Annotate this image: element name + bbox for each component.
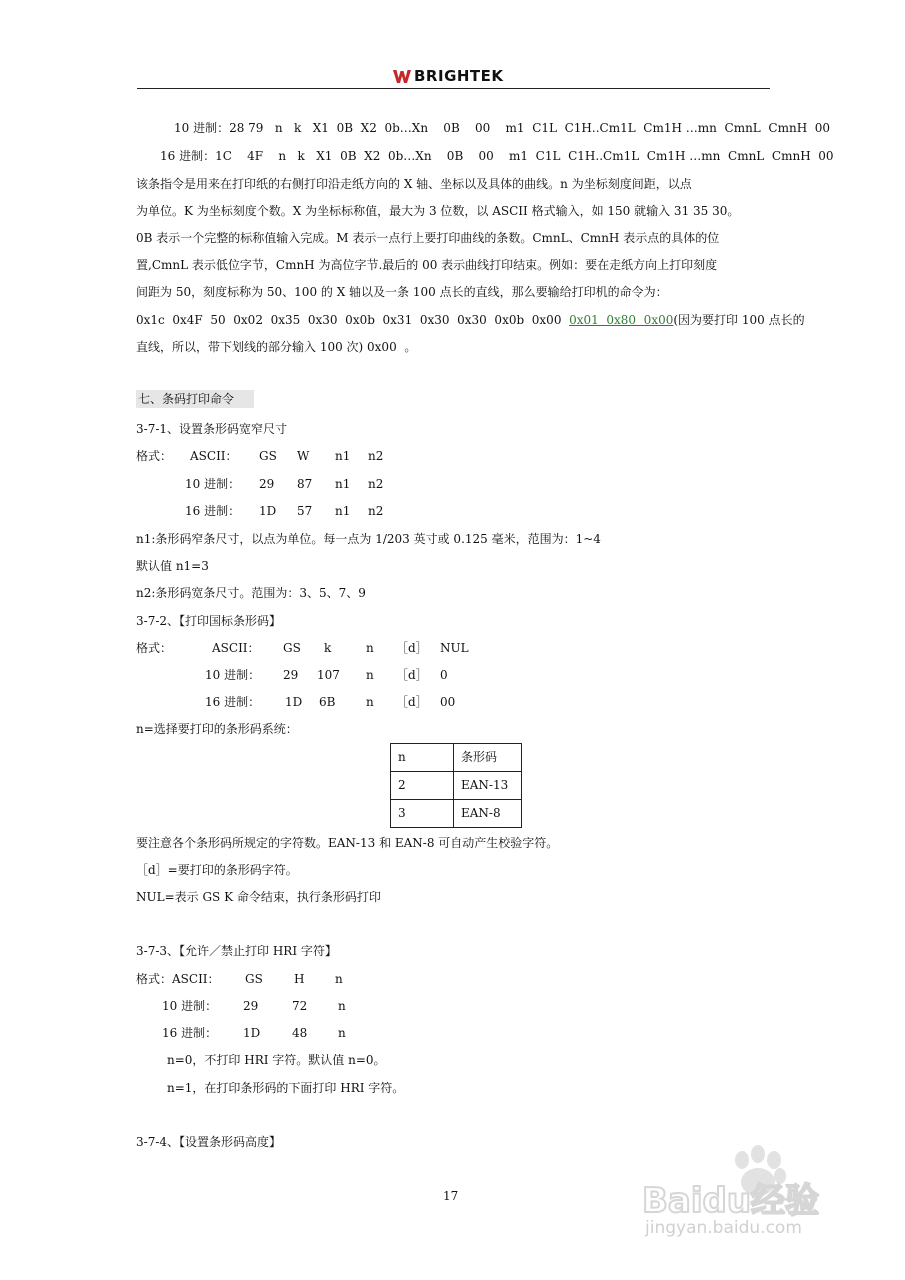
header-divider [137,88,770,89]
format-cell: k [324,641,332,655]
table-cell: EAN-13 [454,772,522,800]
hri-option-1: n=1，在打印条形码的下面打印 HRI 字符。 [167,1081,405,1095]
brand-logo [392,66,504,86]
format-cell: n1 [335,504,351,518]
format-cell: 0 [440,668,448,682]
format-cell: 1D [259,504,277,518]
table-row [391,800,522,828]
format-cell: n2 [368,477,384,491]
format-cell: 87 [297,477,313,491]
format-cell: GS [283,641,301,655]
barcode-note: NUL=表示 GS K 命令结束，执行条形码打印 [136,890,381,904]
table-cell: 3 [391,800,454,828]
example-line-2: 直线，所以，带下划线的部分输入 100 次) 0x00 。 [136,340,417,354]
format-cell: n2 [368,449,384,463]
format-cell: n [366,641,374,655]
n-description: n=选择要打印的条形码系统： [136,722,298,736]
format-cell: 10 进制： [205,668,261,682]
format-cell: ［d］ [396,641,428,655]
subsection-title-3-7-4: 3-7-4、【设置条形码高度】 [136,1135,282,1149]
format-cell: n2 [368,504,384,518]
table-cell: 2 [391,772,454,800]
format-cell: n [338,999,346,1013]
format-cell: 57 [297,504,313,518]
intro-paragraph-line: 间距为 50，刻度标称为 50、100 的 X 轴以及一条 100 点长的直线，那么要输给打印机的命令为： [136,285,668,299]
watermark-url: jingyan.baidu.com [645,1218,802,1238]
barcode-system-table [390,743,522,828]
format-cell: ［d］ [396,668,428,682]
example-pre: 0x1c 0x4F 50 0x02 0x35 0x30 0x0b 0x31 0x30 0x30 0x0b 0x00 [136,313,570,327]
watermark-brand: Baidu经验 [642,1181,820,1221]
intro-paragraph-line: 该条指令是用来在打印纸的右侧打印沿走纸方向的 X 轴、坐标以及具体的曲线。n 为坐标刻度间距，以点 [136,177,692,191]
format-cell: 6B [319,695,336,709]
table-cell: EAN-8 [454,800,522,828]
format-cell: 1D [285,695,303,709]
format-cell: 29 [243,999,259,1013]
format-cell: 16 进制： [205,695,261,709]
n1-description: n1:条形码窄条尺寸，以点为单位。每一点为 1/203 英寸或 0.125 毫米，范围为：1~4 [136,532,601,546]
hri-option-0: n=0，不打印 HRI 字符。默认值 n=0。 [167,1053,386,1067]
barcode-note: ［d］=要打印的条形码字符。 [136,863,298,877]
format-label: 格式： [136,641,173,655]
format-cell: n [335,972,343,986]
format-cell: 16 进制： [185,504,241,518]
n1-default: 默认值 n1=3 [136,559,209,573]
brand-name: BRIGHTEK [414,67,504,85]
section-heading: 七、条码打印命令 [136,390,254,408]
format-cell: GS [245,972,263,986]
table-cell: 条形码 [454,744,522,772]
table-cell: n [391,744,454,772]
format-cell: H [294,972,305,986]
intro-paragraph-line: 置,CmnL 表示低位字节，CmnH 为高位字节.最后的 00 表示曲线打印结束。例如：要在走纸方向上打印刻度 [136,258,718,272]
format-cell: n1 [335,477,351,491]
subsection-title-3-7-2: 3-7-2、【打印国标条形码】 [136,614,282,628]
format-cell: n [366,695,374,709]
intro-hex-line: 16 进制：1C 4F n k X1 0B X2 0b…Xn 0B 00 m1 C1L C1H..Cm1L Cm1H …mn CmnL CmnH 00 [160,149,834,163]
page-number: 17 [443,1189,459,1203]
example-command [136,312,805,328]
format-cell: W [297,449,310,463]
example-post: (因为要打印 100 点长的 [673,313,805,327]
format-cell: ［d］ [396,695,428,709]
format-cell: 10 进制： [162,999,218,1013]
format-cell: ASCII： [212,641,260,655]
format-cell: n1 [335,449,351,463]
format-cell: 16 进制： [162,1026,218,1040]
format-cell: 107 [317,668,340,682]
n2-description: n2:条形码宽条尺寸。范围为：3、5、7、9 [136,586,366,600]
format-cell: GS [259,449,277,463]
format-cell: 1D [243,1026,261,1040]
intro-decimal-line: 10 进制：28 79 n k X1 0B X2 0b…Xn 0B 00 m1 C1L C1H..Cm1L Cm1H …mn CmnL CmnH 00 [174,121,831,135]
table-row [391,772,522,800]
barcode-note: 要注意各个条形码所规定的字符数。EAN-13 和 EAN-8 可自动产生校验字符。 [136,836,559,850]
format-cell: 00 [440,695,456,709]
subsection-title-3-7-3: 3-7-3、【允许／禁止打印 HRI 字符】 [136,944,337,958]
format-cell: 48 [292,1026,308,1040]
intro-paragraph-line: 0B 表示一个完整的标称值输入完成。M 表示一点行上要打印曲线的条数。CmnL、CmnH 表示点的具体的位 [136,231,720,245]
format-cell: n [366,668,374,682]
subsection-title-3-7-1: 3-7-1、设置条形码宽窄尺寸 [136,422,288,436]
format-cell: n [338,1026,346,1040]
intro-paragraph-line: 为单位。K 为坐标刻度个数。X 为坐标标称值，最大为 3 位数，以 ASCII 格式输入，如 150 就输入 31 35 30。 [136,204,740,218]
format-cell: 29 [259,477,275,491]
format-cell: ASCII： [190,449,238,463]
format-cell: 格式：ASCII： [136,972,220,986]
table-row [391,744,522,772]
format-cell: NUL [440,641,469,655]
brightek-logo-icon [392,68,412,85]
example-underlined-bytes: 0x01 0x80 0x00 [569,313,674,327]
format-cell: 29 [283,668,299,682]
format-cell: 10 进制： [185,477,241,491]
format-label: 格式： [136,449,173,463]
format-cell: 72 [292,999,308,1013]
